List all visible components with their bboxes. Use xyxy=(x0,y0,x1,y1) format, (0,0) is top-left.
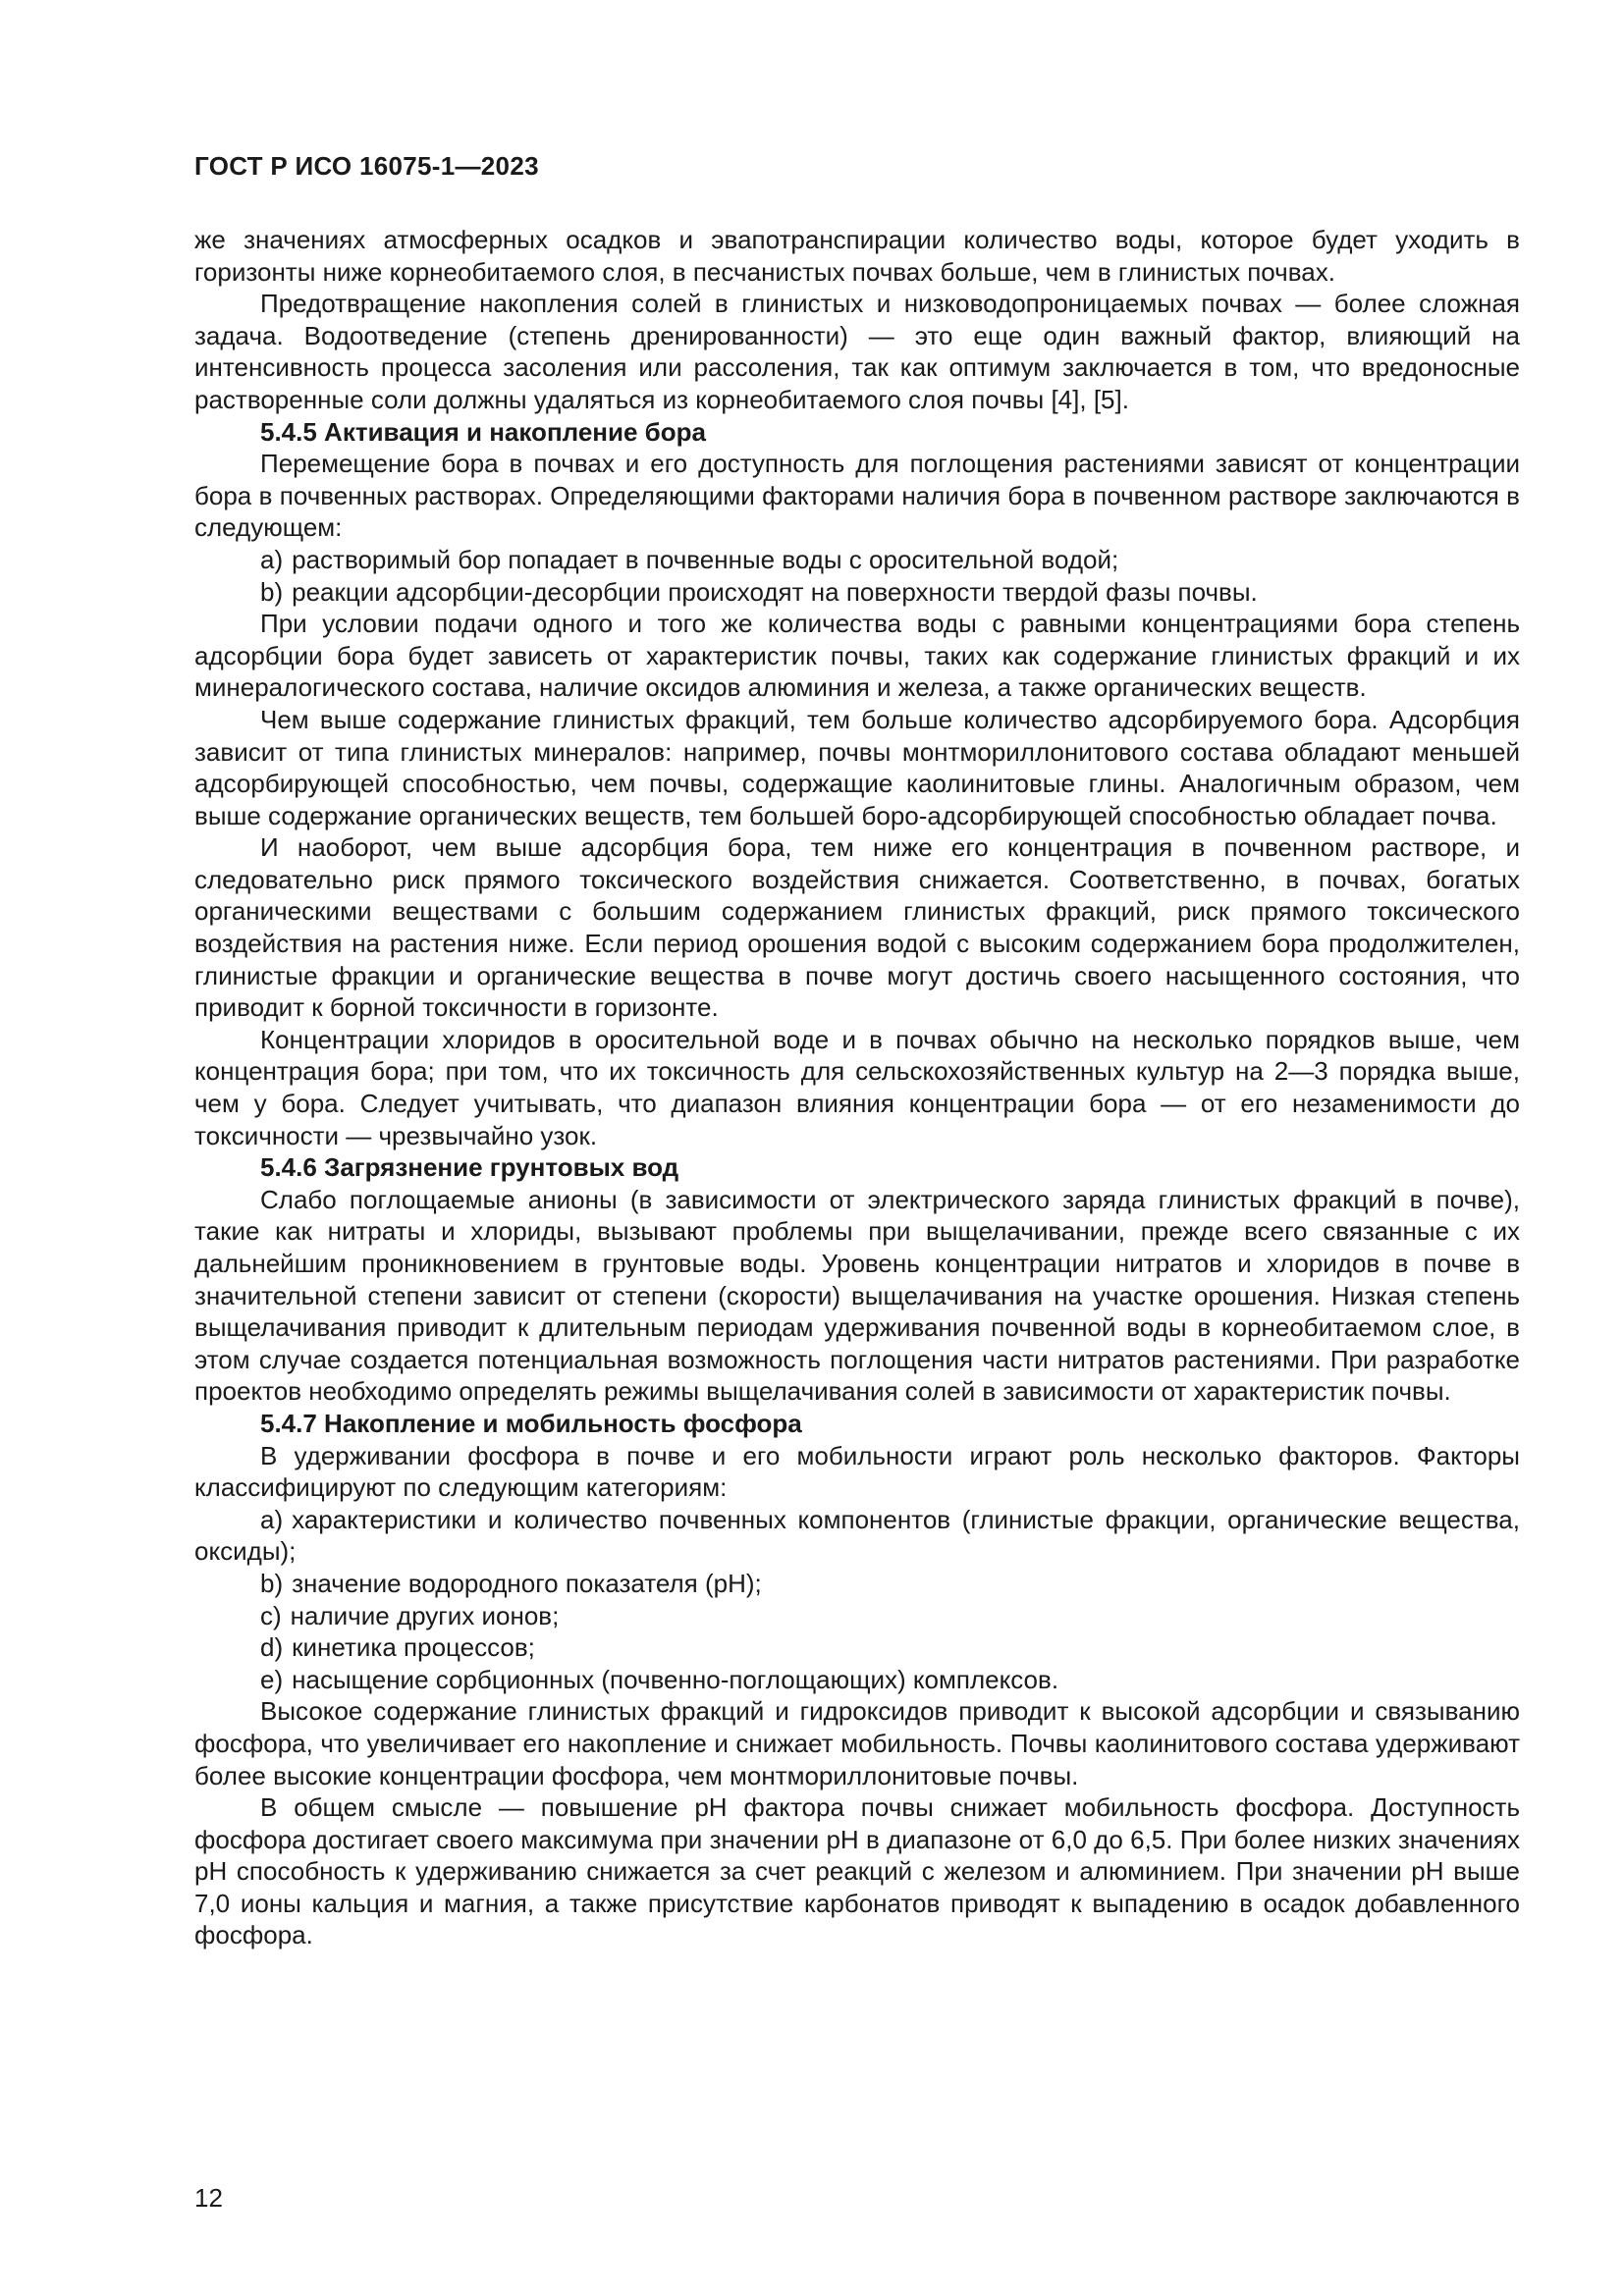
paragraph: Чем выше содержание глинистых фракций, тем больше количество адсорбируемого бора. Адсорбция зависит от типа глинистых минералов: например, почвы монтмориллонитового состава обладают меньшей адсорбирующей способностью, чем почвы, содержащие каолинитовые глины. Аналогичным образом, чем выше содержание органических веществ, тем большей боро-адсорбирующей способностью обладает почва. xyxy=(194,704,1520,830)
paragraph: В общем смысле — повышение pH фактора почвы снижает мобильность фосфора. Доступность фосфора достигает своего максимума при значении pH в диапазоне от 6,0 до 6,5. При более низких значениях pH способность к удерживанию снижается за счет реакций с железом и алюминием. При значении pH выше 7,0 ионы кальция и магния, а также присутствие карбонатов приводят к выпадению в осадок добавленного фосфора. xyxy=(194,1792,1520,1950)
list-item-text: кинетика процессов; xyxy=(292,1632,535,1663)
list-marker: e) xyxy=(260,1664,284,1694)
section-heading-5-4-7: 5.4.7 Накопление и мобильность фосфора xyxy=(260,1408,802,1438)
list-item-text: наличие других ионов; xyxy=(290,1600,560,1630)
list-item-text: значение водородного показателя (pH); xyxy=(292,1568,762,1598)
list-item xyxy=(194,1504,1520,1568)
document-header: ГОСТ Р ИСО 16075-1—2023 xyxy=(194,151,539,181)
list-item-text: характеристики и количество почвенных компонентов (глинистые фракции, органические вещества, оксиды); xyxy=(194,1504,1520,1567)
list-item-text: реакции адсорбции-десорбции происходят на поверхности твердой фазы почвы. xyxy=(292,576,1258,607)
list-item-text: растворимый бор попадает в почвенные воды с оросительной водой; xyxy=(292,544,1119,574)
paragraph: Концентрации хлоридов в оросительной воде и в почвах обычно на несколько порядков выше, чем концентрация бора; при том, что их токсичность для сельскохозяйственных культур на 2—3 порядка выше, чем у бора. Следует учитывать, что диапазон влияния концентрации бора — от его незаменимости до токсичности — чрезвычайно узок. xyxy=(194,1024,1520,1150)
section-heading-5-4-5: 5.4.5 Активация и накопление бора xyxy=(260,416,706,447)
list-item xyxy=(194,544,1520,576)
paragraph: Слабо поглощаемые анионы (в зависимости от электрического заряда глинистых фракций в почве), такие как нитраты и хлориды, вызывают проблемы при выщелачивании, прежде всего связанные с их дальнейшим проникновением в грунтовые воды. Уровень концентрации нитратов и хлоридов в почве в значительной степени зависит от степени (скорости) выщелачивания на участке орошения. Низкая степень выщелачивания приводит к длительным периодам удерживания почвенной воды в корнеобитаемом слое, в этом случае создается потенциальная возможность поглощения части нитратов растениями. При разработке проектов необходимо определять режимы выщелачивания солей в зависимости от характеристик почвы. xyxy=(194,1184,1520,1407)
paragraph: Предотвращение накопления солей в глинистых и низководопроницаемых почвах — более сложная задача. Водоотведение (степень дренированности) — это еще один важный фактор, влияющий на интенсивность процесса засоления или рассоления, так как оптимум заключается в том, что вредоносные растворенные соли должны удаляться из корнеобитаемого слоя почвы [4], [5]. xyxy=(194,289,1520,414)
list-item xyxy=(194,576,1520,609)
list-marker: a) xyxy=(260,544,284,574)
list-phosphorus-factors xyxy=(194,1504,1520,1696)
list-marker: c) xyxy=(260,1600,282,1630)
list-boron-factors xyxy=(194,544,1520,608)
paragraph: При условии подачи одного и того же количества воды с равными концентрациями бора степень адсорбции бора будет зависеть от характеристик почвы, таких как содержание глинистых фракций и их минералогического состава, наличие оксидов алюминия и железа, а также органических веществ. xyxy=(194,609,1520,703)
list-item xyxy=(194,1664,1520,1696)
list-marker: d) xyxy=(260,1632,284,1663)
list-item xyxy=(194,1631,1520,1664)
paragraph: Перемещение бора в почвах и его доступность для поглощения растениями зависят от концентрации бора в почвенных растворах. Определяющими факторами наличия бора в почвенном растворе заключаются в следующем: xyxy=(194,449,1520,543)
paragraph: же значениях атмосферных осадков и эвапотранспирации количество воды, которое будет уходить в горизонты ниже корнеобитаемого слоя, в песчанистых почвах больше, чем в глинистых почвах. xyxy=(194,225,1520,287)
list-marker: b) xyxy=(260,576,284,607)
paragraph: И наоборот, чем выше адсорбция бора, тем ниже его концентрация в почвенном растворе, и следовательно риск прямого токсического воздействия снижается. Соответственно, в почвах, богатых органическими веществами с большим содержанием глинистых фракций, риск прямого токсического воздействия на растения ниже. Если период орошения водой с высоким содержанием бора продолжителен, глинистые фракции и органические вещества в почве могут достичь своего насыщенного состояния, что приводит к борной токсичности в горизонте. xyxy=(194,832,1520,1023)
paragraph: В удерживании фосфора в почве и его мобильности играют роль несколько факторов. Факторы классифицируют по следующим категориям: xyxy=(194,1440,1520,1503)
list-item-text: насыщение сорбционных (почвенно-поглощающих) комплексов. xyxy=(292,1664,1059,1694)
section-heading-5-4-6: 5.4.6 Загрязнение грунтовых вод xyxy=(260,1152,679,1183)
list-item xyxy=(194,1568,1520,1600)
document-body xyxy=(194,224,1520,1951)
list-item xyxy=(194,1600,1520,1632)
paragraph: Высокое содержание глинистых фракций и гидроксидов приводит к высокой адсорбции и связыванию фосфора, что увеличивает его накопление и снижает мобильность. Почвы каолинитового состава удерживают более высокие концентрации фосфора, чем монтмориллонитовые почвы. xyxy=(194,1696,1520,1790)
page-number: 12 xyxy=(194,2183,223,2213)
list-marker: a) xyxy=(260,1504,284,1534)
list-marker: b) xyxy=(260,1568,284,1598)
